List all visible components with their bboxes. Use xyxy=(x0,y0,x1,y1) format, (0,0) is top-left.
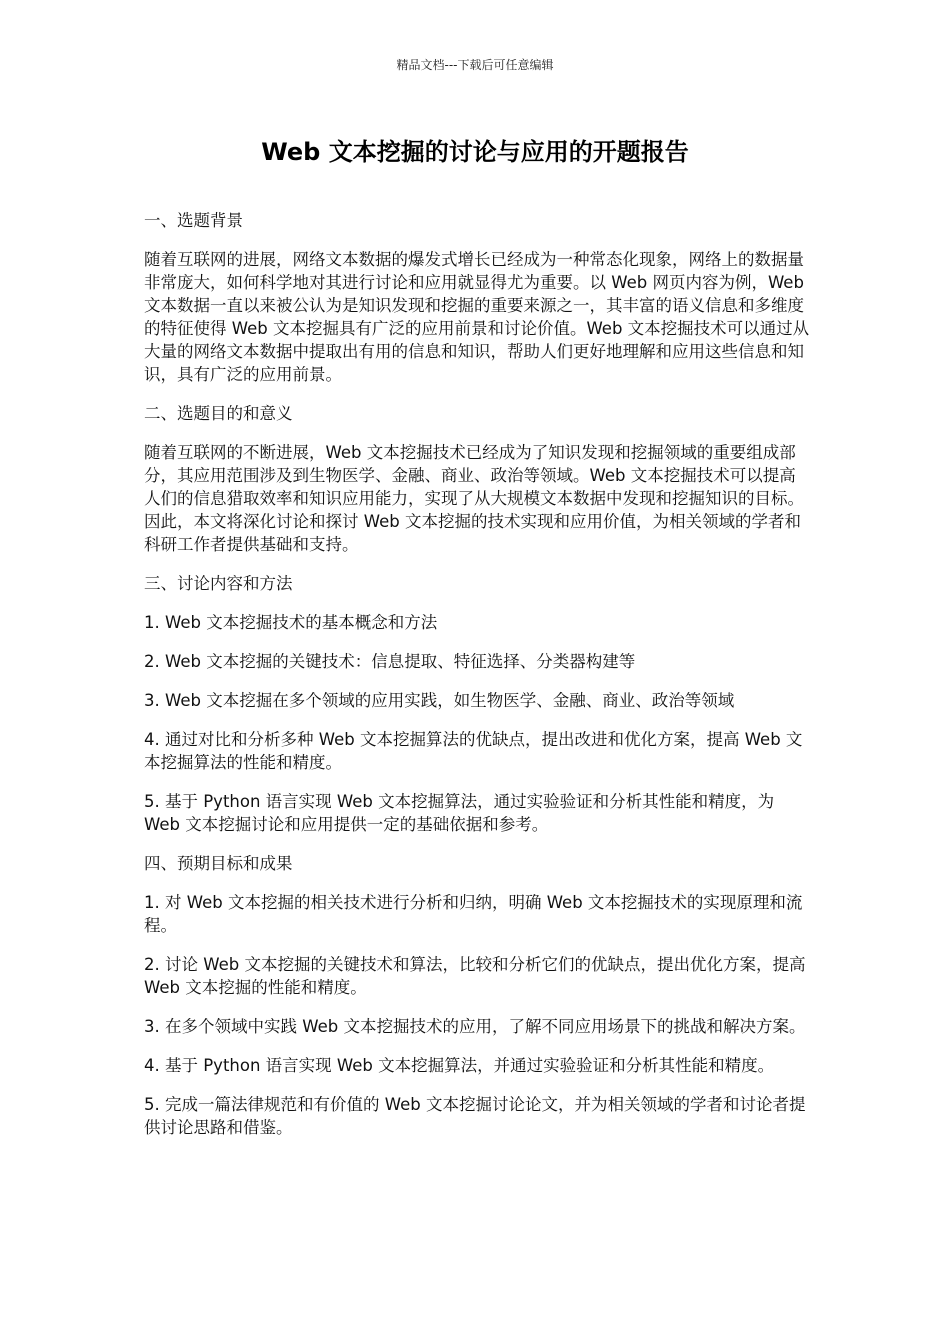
paragraph: 随着互联网的不断进展，Web 文本挖掘技术已经成为了知识发现和挖掘领域的重要组成部分，其应用范围涉及到生物医学、金融、商业、政治等领域。Web 文本挖掘技术可以提高人们的信息猎取效率和知识应用能力，实现了从大规模文本数据中发现和挖掘知识的目标。因此，本文将深化讨论和探讨 Web 文本挖掘的技术实现和应用价值，为相关领域的学者和科研工作者提供基础和支持。 xyxy=(144,443,804,554)
list-item: 1. Web 文本挖掘技术的基本概念和方法 xyxy=(144,613,438,632)
document-body xyxy=(144,209,810,1155)
list-item: 1. 对 Web 文本挖掘的相关技术进行分析和归纳，明确 Web 文本挖掘技术的实现原理和流程。 xyxy=(144,893,803,935)
header-note: 精品文档---下载后可任意编辑 xyxy=(396,58,554,72)
page-title: Web 文本挖掘的讨论与应用的开题报告 xyxy=(261,138,689,166)
list-item: 2. 讨论 Web 文本挖掘的关键技术和算法，比较和分析它们的优缺点，提出优化方案，提高 Web 文本挖掘的性能和精度。 xyxy=(144,955,806,997)
list-item: 3. Web 文本挖掘在多个领域的应用实践，如生物医学、金融、商业、政治等领域 xyxy=(144,691,735,710)
section-heading-goals: 四、预期目标和成果 xyxy=(144,854,293,873)
paragraph: 随着互联网的进展，网络文本数据的爆发式增长已经成为一种常态化现象，网络上的数据量非常庞大，如何科学地对其进行讨论和应用就显得尤为重要。以 Web 网页内容为例，Web 文本数据一直以来被公认为是知识发现和挖掘的重要来源之一，其丰富的语义信息和多维度的特征使得 Web 文本挖掘具有广泛的应用前景和讨论价值。Web 文本挖掘技术可以通过从大量的网络文本数据中提取出有用的信息和知识，帮助人们更好地理解和应用这些信息和知识，具有广泛的应用前景。 xyxy=(144,250,810,384)
section-heading-purpose: 二、选题目的和意义 xyxy=(144,404,293,423)
list-item: 4. 通过对比和分析多种 Web 文本挖掘算法的优缺点，提出改进和优化方案，提高 Web 文本挖掘算法的性能和精度。 xyxy=(144,730,803,772)
list-item: 4. 基于 Python 语言实现 Web 文本挖掘算法，并通过实验验证和分析其性能和精度。 xyxy=(144,1056,775,1075)
section-heading-background: 一、选题背景 xyxy=(144,211,243,230)
section-heading-content-methods: 三、讨论内容和方法 xyxy=(144,574,293,593)
list-item: 5. 基于 Python 语言实现 Web 文本挖掘算法，通过实验验证和分析其性能和精度，为 Web 文本挖掘讨论和应用提供一定的基础依据和参考。 xyxy=(144,792,775,834)
list-item: 5. 完成一篇法律规范和有价值的 Web 文本挖掘讨论论文，并为相关领域的学者和讨论者提供讨论思路和借鉴。 xyxy=(144,1095,806,1137)
list-item: 3. 在多个领域中实践 Web 文本挖掘技术的应用，了解不同应用场景下的挑战和解决方案。 xyxy=(144,1017,806,1036)
list-item: 2. Web 文本挖掘的关键技术：信息提取、特征选择、分类器构建等 xyxy=(144,652,636,671)
